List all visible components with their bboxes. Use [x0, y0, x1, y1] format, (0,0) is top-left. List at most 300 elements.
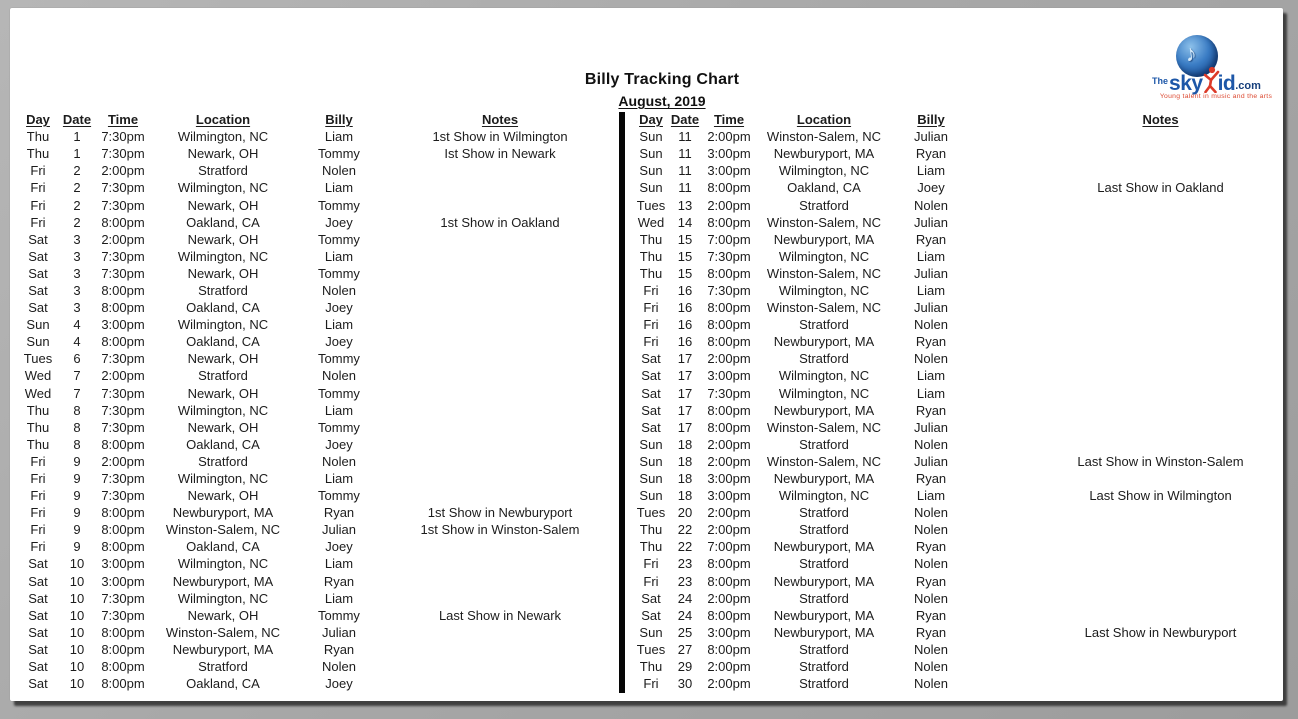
cell-day: Thu	[639, 539, 663, 555]
cell-notes	[384, 265, 616, 282]
cell-day: Thu	[26, 419, 50, 435]
cell-day: Sat	[28, 641, 48, 657]
cell-time: 8:00pm	[101, 659, 145, 675]
cell-location: Wilmington, NC	[177, 590, 269, 606]
table-row	[632, 624, 1298, 641]
cell-billy: Joey	[325, 436, 353, 452]
table-row	[632, 282, 1298, 299]
cell-location: Newburyport, MA	[773, 146, 875, 162]
cell-notes	[384, 573, 616, 590]
table-row	[632, 521, 1298, 538]
cell-time: 3:00pm	[707, 488, 751, 504]
cell-location: Newburyport, MA	[773, 402, 875, 418]
column-header-billy: Billy	[325, 112, 353, 128]
cell-notes	[384, 470, 616, 487]
cell-billy: Liam	[916, 488, 946, 504]
cell-date: 9	[73, 471, 81, 487]
cell-billy: Nolen	[322, 282, 356, 298]
table-row	[16, 470, 616, 487]
cell-time: 7:30pm	[101, 471, 145, 487]
cell-location: Stratford	[799, 659, 849, 675]
cell-date: 3	[73, 265, 81, 281]
cell-notes	[972, 470, 1298, 487]
cell-time: 8:00pm	[101, 539, 145, 555]
logo-id-text: id	[1217, 72, 1236, 96]
cell-date: 7	[73, 368, 81, 384]
cell-date: 10	[69, 573, 85, 589]
table-row	[632, 487, 1298, 504]
cell-date: 2	[73, 163, 81, 179]
cell-day: Sat	[28, 573, 48, 589]
cell-day: Fri	[643, 573, 659, 589]
cell-time: 8:00pm	[707, 317, 751, 333]
cell-notes: 1st Show in Wilmington	[432, 129, 568, 145]
cell-billy: Liam	[916, 282, 946, 298]
cell-billy: Ryan	[915, 146, 947, 162]
cell-date: 10	[69, 659, 85, 675]
cell-day: Sat	[641, 607, 661, 623]
cell-billy: Tommy	[318, 385, 360, 401]
cell-location: Oakland, CA	[186, 300, 260, 316]
table-row	[632, 675, 1298, 692]
cell-time: 7:00pm	[707, 539, 751, 555]
cell-location: Winston-Salem, NC	[766, 453, 882, 469]
cell-billy: Joey	[325, 334, 353, 350]
cell-notes	[972, 214, 1298, 231]
cell-billy: Ryan	[915, 573, 947, 589]
logo-the-text: The	[1152, 76, 1169, 86]
cell-date: 11	[678, 163, 692, 179]
table-header-row	[16, 111, 616, 128]
cell-notes	[384, 675, 616, 692]
cell-billy: Joey	[325, 539, 353, 555]
cell-location: Oakland, CA	[186, 214, 260, 230]
cell-notes	[972, 402, 1298, 419]
cell-notes	[384, 282, 616, 299]
cell-date: 17	[677, 419, 693, 435]
cell-location: Newburyport, MA	[773, 231, 875, 247]
cell-notes	[972, 248, 1298, 265]
cell-billy: Tommy	[318, 231, 360, 247]
cell-notes	[972, 333, 1298, 350]
cell-date: 20	[677, 505, 693, 521]
cell-billy: Joey	[325, 214, 353, 230]
cell-time: 2:00pm	[707, 453, 751, 469]
table-row	[16, 436, 616, 453]
cell-day: Wed	[24, 385, 52, 401]
cell-time: 7:30pm	[707, 385, 751, 401]
cell-day: Sun	[639, 146, 663, 162]
cell-date: 3	[73, 248, 81, 264]
cell-day: Fri	[643, 676, 659, 692]
cell-billy: Nolen	[914, 197, 948, 213]
cell-billy: Tommy	[318, 607, 360, 623]
cell-time: 2:00pm	[707, 590, 751, 606]
table-row	[16, 658, 616, 675]
cell-day: Sat	[28, 676, 48, 692]
cell-time: 7:30pm	[101, 129, 145, 145]
cell-time: 2:00pm	[707, 659, 751, 675]
cell-time: 3:00pm	[101, 573, 145, 589]
cell-billy: Tommy	[318, 488, 360, 504]
cell-day: Sat	[28, 590, 48, 606]
cell-day: Thu	[639, 522, 663, 538]
table-row	[632, 248, 1298, 265]
cell-date: 18	[677, 471, 693, 487]
cell-date: 17	[677, 385, 693, 401]
cell-date: 17	[677, 368, 693, 384]
table-row	[16, 179, 616, 196]
cell-location: Winston-Salem, NC	[766, 265, 882, 281]
cell-time: 7:30pm	[101, 265, 145, 281]
cell-location: Winston-Salem, NC	[165, 522, 281, 538]
cell-date: 18	[677, 488, 693, 504]
cell-billy: Nolen	[322, 163, 356, 179]
cell-location: Newark, OH	[187, 197, 259, 213]
cell-day: Sat	[28, 556, 48, 572]
table-row	[632, 555, 1298, 572]
cell-time: 7:30pm	[101, 146, 145, 162]
cell-location: Newark, OH	[187, 231, 259, 247]
cell-notes	[972, 675, 1298, 692]
cell-billy: Liam	[324, 590, 354, 606]
cell-billy: Tommy	[318, 146, 360, 162]
cell-notes	[972, 350, 1298, 367]
cell-date: 30	[677, 676, 693, 692]
cell-notes	[384, 162, 616, 179]
cell-date: 16	[677, 334, 693, 350]
cell-day: Sat	[28, 624, 48, 640]
column-header-date: Date	[670, 112, 700, 128]
cell-day: Fri	[30, 522, 46, 538]
cell-date: 15	[677, 248, 693, 264]
table-row	[16, 590, 616, 607]
table-row	[16, 607, 616, 624]
cell-billy: Liam	[324, 556, 354, 572]
cell-time: 2:00pm	[707, 197, 751, 213]
cell-notes	[384, 179, 616, 196]
cell-time: 3:00pm	[707, 624, 751, 640]
cell-billy: Ryan	[915, 471, 947, 487]
cell-notes	[384, 231, 616, 248]
cell-notes	[972, 555, 1298, 572]
column-header-time: Time	[107, 112, 139, 128]
cell-billy: Liam	[916, 368, 946, 384]
table-row	[632, 128, 1298, 145]
cell-day: Fri	[30, 214, 46, 230]
table-row	[16, 624, 616, 641]
cell-notes: Last Show in Oakland	[1097, 180, 1224, 196]
cell-billy: Nolen	[914, 676, 948, 692]
cell-date: 24	[677, 590, 693, 606]
cell-day: Fri	[30, 505, 46, 521]
cell-day: Sun	[639, 180, 663, 196]
cell-time: 8:00pm	[707, 402, 751, 418]
cell-day: Fri	[30, 197, 46, 213]
cell-notes: Last Show in Winston-Salem	[1077, 453, 1244, 469]
cell-time: 7:30pm	[101, 351, 145, 367]
table-row	[632, 573, 1298, 590]
cell-date: 6	[73, 351, 81, 367]
cell-day: Sat	[641, 368, 661, 384]
table-row	[16, 214, 616, 231]
cell-date: 24	[677, 607, 693, 623]
cell-time: 2:00pm	[707, 676, 751, 692]
cell-location: Oakland, CA	[186, 334, 260, 350]
cell-location: Winston-Salem, NC	[766, 214, 882, 230]
cell-time: 7:30pm	[101, 488, 145, 504]
cell-time: 3:00pm	[101, 556, 145, 572]
cell-day: Sun	[639, 488, 663, 504]
cell-location: Winston-Salem, NC	[766, 300, 882, 316]
cell-notes	[384, 641, 616, 658]
table-row	[632, 538, 1298, 555]
cell-billy: Liam	[324, 402, 354, 418]
cell-date: 16	[677, 300, 693, 316]
cell-day: Fri	[30, 453, 46, 469]
cell-location: Newburyport, MA	[773, 471, 875, 487]
cell-billy: Ryan	[915, 231, 947, 247]
cell-notes	[972, 607, 1298, 624]
cell-location: Wilmington, NC	[778, 163, 870, 179]
cell-day: Fri	[643, 317, 659, 333]
cell-date: 14	[677, 214, 693, 230]
cell-time: 8:00pm	[101, 300, 145, 316]
cell-notes	[972, 162, 1298, 179]
column-header-time: Time	[713, 112, 745, 128]
logo-wordmark	[1152, 66, 1261, 96]
cell-billy: Liam	[916, 163, 946, 179]
cell-notes	[972, 521, 1298, 538]
cell-billy: Ryan	[915, 402, 947, 418]
cell-date: 8	[73, 402, 81, 418]
cell-location: Stratford	[799, 556, 849, 572]
cell-location: Wilmington, NC	[177, 556, 269, 572]
cell-date: 16	[677, 317, 693, 333]
cell-time: 8:00pm	[707, 419, 751, 435]
cell-date: 15	[677, 265, 693, 281]
table-row	[16, 675, 616, 692]
cell-billy: Nolen	[914, 590, 948, 606]
cell-billy: Nolen	[322, 368, 356, 384]
cell-billy: Tommy	[318, 419, 360, 435]
table-row	[16, 162, 616, 179]
cell-billy: Liam	[324, 248, 354, 264]
cell-billy: Ryan	[323, 505, 355, 521]
cell-day: Fri	[643, 300, 659, 316]
cell-date: 11	[678, 129, 692, 145]
cell-date: 17	[677, 351, 693, 367]
cell-notes	[384, 453, 616, 470]
table-row	[16, 128, 616, 145]
column-header-date: Date	[62, 112, 92, 128]
table-row	[632, 350, 1298, 367]
cell-location: Stratford	[198, 659, 248, 675]
cell-time: 7:30pm	[101, 197, 145, 213]
cell-time: 2:00pm	[707, 436, 751, 452]
cell-time: 2:00pm	[101, 453, 145, 469]
cell-billy: Tommy	[318, 351, 360, 367]
cell-notes	[972, 128, 1298, 145]
cell-time: 8:00pm	[707, 556, 751, 572]
cell-billy: Liam	[916, 248, 946, 264]
title-block	[402, 71, 922, 109]
cell-day: Sun	[639, 453, 663, 469]
cell-time: 8:00pm	[707, 300, 751, 316]
table-row	[16, 316, 616, 333]
cell-location: Stratford	[198, 282, 248, 298]
cell-notes: Ist Show in Newark	[444, 146, 556, 162]
cell-time: 8:00pm	[707, 607, 751, 623]
cell-notes	[972, 573, 1298, 590]
cell-date: 11	[678, 180, 692, 196]
cell-location: Stratford	[799, 676, 849, 692]
cell-notes	[972, 590, 1298, 607]
cell-time: 7:30pm	[707, 248, 751, 264]
cell-time: 7:30pm	[707, 282, 751, 298]
cell-location: Newburyport, MA	[172, 573, 274, 589]
table-row	[632, 196, 1298, 213]
cell-notes: 1st Show in Oakland	[440, 214, 560, 230]
cell-day: Sun	[639, 624, 663, 640]
cell-billy: Julian	[914, 129, 948, 145]
cell-notes	[384, 487, 616, 504]
page-subtitle: August, 2019	[618, 93, 706, 109]
table-row	[632, 453, 1298, 470]
cell-notes: Last Show in Wilmington	[1089, 488, 1232, 504]
theskykid-logo	[1152, 35, 1280, 101]
cell-billy: Liam	[324, 180, 354, 196]
cell-billy: Nolen	[914, 505, 948, 521]
cell-notes	[972, 196, 1298, 213]
table-row	[632, 436, 1298, 453]
cell-notes	[384, 658, 616, 675]
cell-billy: Nolen	[322, 659, 356, 675]
cell-date: 22	[677, 522, 693, 538]
cell-billy: Liam	[324, 317, 354, 333]
table-row	[16, 385, 616, 402]
cell-time: 2:00pm	[707, 351, 751, 367]
cell-day: Sat	[28, 265, 48, 281]
cell-day: Fri	[30, 539, 46, 555]
cell-day: Fri	[30, 180, 46, 196]
cell-location: Stratford	[799, 436, 849, 452]
table-row	[16, 350, 616, 367]
cell-date: 23	[677, 573, 693, 589]
table-row	[16, 282, 616, 299]
schedule-table-right	[632, 111, 1298, 692]
cell-location: Wilmington, NC	[177, 180, 269, 196]
cell-date: 13	[677, 197, 693, 213]
cell-notes	[384, 436, 616, 453]
cell-time: 2:00pm	[101, 163, 145, 179]
cell-date: 23	[677, 556, 693, 572]
cell-location: Wilmington, NC	[177, 248, 269, 264]
cell-notes	[972, 385, 1298, 402]
cell-billy: Julian	[914, 453, 948, 469]
cell-billy: Ryan	[323, 573, 355, 589]
cell-day: Sat	[641, 590, 661, 606]
cell-location: Wilmington, NC	[778, 282, 870, 298]
cell-time: 3:00pm	[707, 368, 751, 384]
table-row	[632, 658, 1298, 675]
cell-notes: 1st Show in Newburyport	[427, 505, 573, 521]
cell-day: Sat	[28, 248, 48, 264]
cell-billy: Nolen	[914, 317, 948, 333]
cell-billy: Ryan	[915, 624, 947, 640]
cell-location: Newburyport, MA	[172, 641, 274, 657]
cell-notes: 1st Show in Winston-Salem	[420, 522, 580, 538]
cell-location: Newark, OH	[187, 607, 259, 623]
cell-time: 2:00pm	[101, 368, 145, 384]
cell-billy: Julian	[914, 265, 948, 281]
cell-time: 8:00pm	[101, 522, 145, 538]
cell-notes	[384, 316, 616, 333]
cell-notes	[972, 316, 1298, 333]
cell-location: Wilmington, NC	[778, 385, 870, 401]
cell-billy: Joey	[917, 180, 945, 196]
cell-day: Sun	[639, 129, 663, 145]
cell-time: 7:30pm	[101, 402, 145, 418]
cell-day: Tues	[23, 351, 53, 367]
cell-date: 3	[73, 300, 81, 316]
cell-time: 8:00pm	[707, 334, 751, 350]
cell-day: Tues	[636, 197, 666, 213]
logo-sky-text: sky	[1169, 72, 1203, 96]
cell-location: Wilmington, NC	[778, 248, 870, 264]
cell-notes	[972, 538, 1298, 555]
cell-day: Tues	[636, 505, 666, 521]
cell-date: 4	[73, 317, 81, 333]
cell-notes	[384, 590, 616, 607]
cell-date: 2	[73, 214, 81, 230]
cell-time: 3:00pm	[707, 146, 751, 162]
cell-date: 18	[677, 436, 693, 452]
cell-day: Sat	[28, 659, 48, 675]
cell-time: 7:30pm	[101, 607, 145, 623]
cell-time: 2:00pm	[707, 129, 751, 145]
table-row	[16, 402, 616, 419]
cell-date: 10	[69, 624, 85, 640]
cell-date: 29	[677, 659, 693, 675]
cell-date: 1	[73, 129, 81, 145]
column-header-notes: Notes	[481, 112, 519, 128]
cell-date: 22	[677, 539, 693, 555]
cell-day: Thu	[639, 659, 663, 675]
cell-billy: Liam	[324, 129, 354, 145]
cell-notes	[384, 624, 616, 641]
cell-day: Sat	[641, 351, 661, 367]
table-divider-bar	[619, 112, 625, 693]
table-row	[632, 367, 1298, 384]
table-row	[16, 265, 616, 282]
cell-billy: Nolen	[914, 436, 948, 452]
cell-date: 27	[677, 641, 693, 657]
table-row	[16, 145, 616, 162]
table-row	[16, 453, 616, 470]
cell-notes: Last Show in Newark	[438, 607, 562, 623]
table-row	[16, 521, 616, 538]
cell-billy: Joey	[325, 300, 353, 316]
cell-date: 7	[73, 385, 81, 401]
cell-location: Newark, OH	[187, 351, 259, 367]
cell-billy: Ryan	[915, 539, 947, 555]
cell-day: Sat	[28, 300, 48, 316]
column-header-billy: Billy	[917, 112, 945, 128]
cell-location: Oakland, CA	[186, 436, 260, 452]
cell-notes	[384, 350, 616, 367]
cell-billy: Nolen	[914, 659, 948, 675]
